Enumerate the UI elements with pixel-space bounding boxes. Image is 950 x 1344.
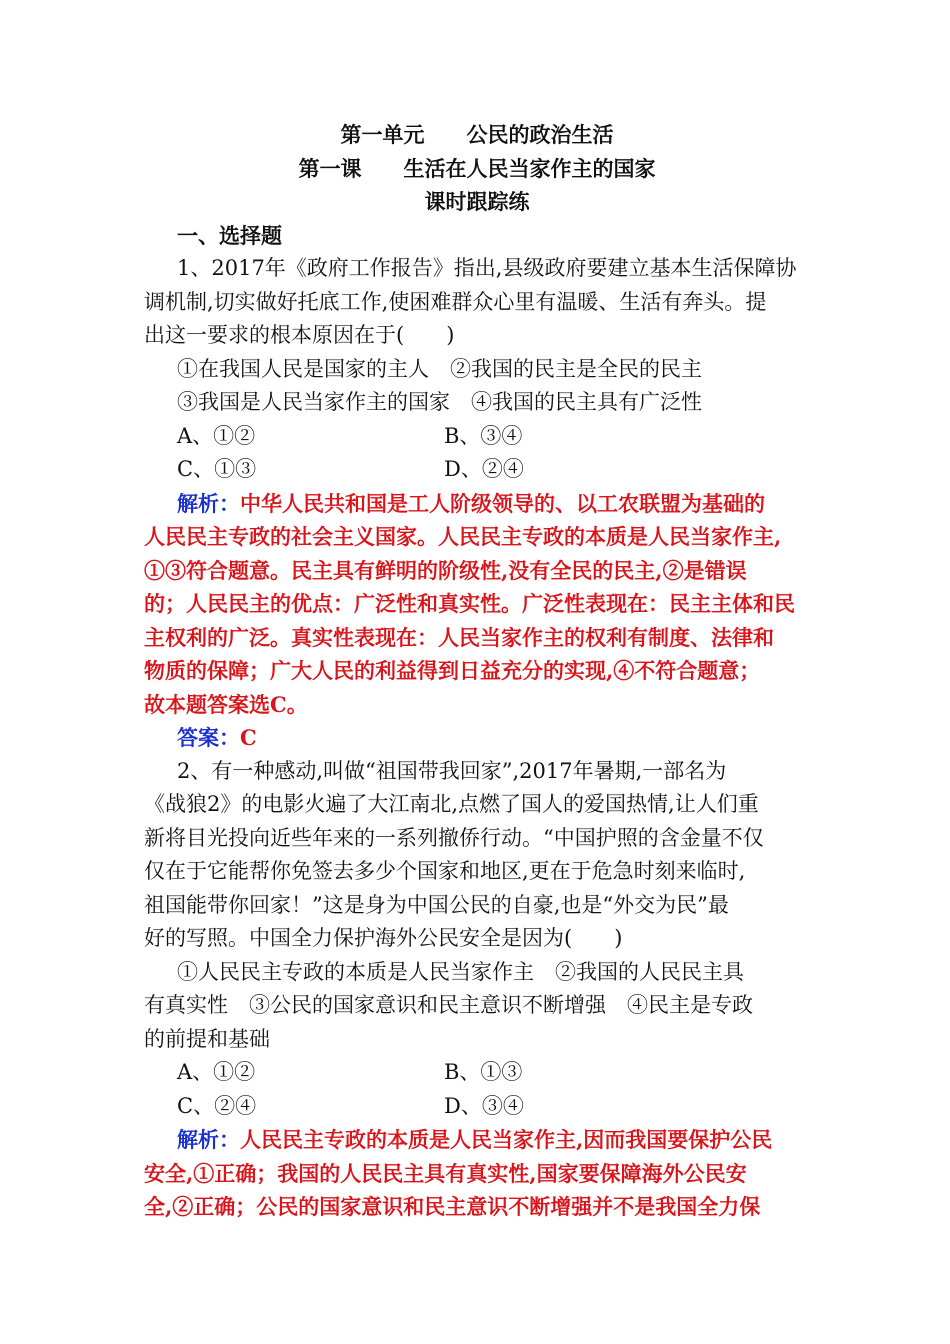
q1-analysis-line: 主权利的广泛。真实性表现在：人民当家作主的权利有制度、法律和 xyxy=(144,624,774,650)
q2-item-line: 的前提和基础 xyxy=(144,1026,270,1051)
q1-stem-line: 调机制,切实做好托底工作,使困难群众心里有温暖、生活有奔头。提 xyxy=(144,289,767,314)
q2-options-row xyxy=(144,1056,810,1090)
q1-analysis-line xyxy=(144,487,810,521)
q2-analysis-label: 解析： xyxy=(177,1127,240,1152)
q2-stem-line: 祖国能带你回家！”这是身为中国公民的自豪,也是“外交为民”最 xyxy=(144,892,729,917)
q2-stem-line: 2、有一种感动,叫做“祖国带我回家”,2017年暑期,一部名为 xyxy=(177,758,727,783)
question-2 xyxy=(144,755,810,1224)
q1-options-row xyxy=(144,420,810,454)
question-1 xyxy=(144,252,810,755)
q1-option-d: D、②④ xyxy=(444,457,524,481)
q2-stem-line: 好的写照。中国全力保护海外公民安全是因为( ) xyxy=(144,926,623,950)
q1-analysis-line: 的；人民民主的优点：广泛性和真实性。广泛性表现在：民主主体和民 xyxy=(144,591,795,616)
q2-stem-line: 新将目光投向近些年来的一系列撤侨行动。“中国护照的含金量不仅 xyxy=(144,825,764,850)
q2-analysis-text: 人民民主专政的本质是人民当家作主,因而我国要保护公民 xyxy=(240,1127,773,1152)
q1-stem-line: 出这一要求的根本原因在于( ) xyxy=(144,323,455,347)
q1-option-c: C、①③ xyxy=(177,457,257,481)
q2-stem-line: 《战狼2》的电影火遍了大江南北,点燃了国人的爱国热情,让人们重 xyxy=(144,792,759,816)
q1-answer-label: 答案： xyxy=(177,725,240,750)
q1-options-row xyxy=(144,453,810,487)
q1-item-line: ①在我国人民是国家的主人 ②我国的民主是全民的民主 xyxy=(177,356,702,381)
q2-item-line: 有真实性 ③公民的国家意识和民主意识不断增强 ④民主是专政 xyxy=(144,993,753,1017)
q1-analysis-line: 物质的保障；广大人民的利益得到日益充分的实现,④不符合题意； xyxy=(144,658,761,683)
q2-stem-line: 仅在于它能帮你免签去多少个国家和地区,更在于危急时刻来临时, xyxy=(144,859,746,883)
q1-option-b: B、③④ xyxy=(444,423,523,448)
q2-option-a: A、①② xyxy=(177,1060,256,1084)
q2-option-b: B、①③ xyxy=(444,1060,523,1084)
practice-title: 课时跟踪练 xyxy=(424,189,530,214)
q1-analysis-label: 解析： xyxy=(177,490,240,516)
q2-analysis-line: 全,②正确；公民的国家意识和民主意识不断增强并不是我国全力保 xyxy=(144,1194,761,1219)
section-heading: 一、选择题 xyxy=(177,222,282,248)
q1-analysis-line: ①③符合题意。民主具有鲜明的阶级性,没有全民的民主,②是错误 xyxy=(144,557,747,583)
q2-option-d: D、③④ xyxy=(444,1093,524,1118)
q1-analysis-line: 人民民主专政的社会主义国家。人民民主专政的本质是人民当家作主, xyxy=(144,524,782,549)
q2-options-row xyxy=(144,1090,810,1124)
lesson-title: 第一课 生活在人民当家作主的国家 xyxy=(298,155,656,181)
q1-stem-line: 1、2017年《政府工作报告》指出,县级政府要建立基本生活保障协 xyxy=(177,256,797,280)
unit-title: 第一单元 公民的政治生活 xyxy=(340,122,614,147)
q2-item-line: ①人民民主专政的本质是人民当家作主 ②我国的人民民主具 xyxy=(177,959,744,984)
q2-analysis-line xyxy=(144,1123,810,1157)
q1-analysis-text: 中华人民共和国是工人阶级领导的、以工农联盟为基础的 xyxy=(240,490,765,516)
document-content xyxy=(144,118,810,1224)
q1-answer-line xyxy=(144,721,810,755)
q1-analysis-line: 故本题答案选C。 xyxy=(144,691,308,717)
q2-option-c: C、②④ xyxy=(177,1093,257,1118)
q1-item-line: ③我国是人民当家作主的国家 ④我国的民主具有广泛性 xyxy=(177,390,702,414)
q2-analysis-line: 安全,①正确；我国的人民民主具有真实性,国家要保障海外公民安 xyxy=(144,1160,747,1186)
q1-option-a: A、①② xyxy=(177,423,256,448)
q1-answer-value: C xyxy=(240,725,257,750)
